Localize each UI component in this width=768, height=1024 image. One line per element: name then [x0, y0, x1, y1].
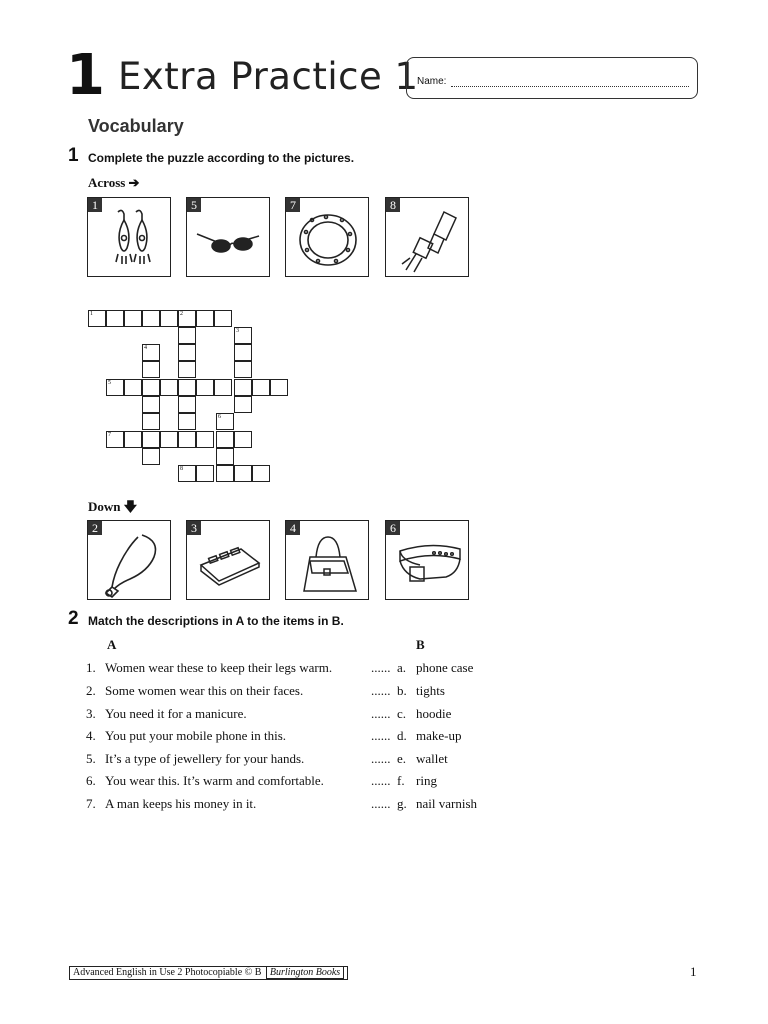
clue-number: 1 [90, 311, 93, 317]
crossword-cell[interactable] [124, 379, 142, 396]
crossword-cell[interactable] [178, 344, 196, 361]
crossword-cell[interactable] [160, 379, 178, 396]
crossword-cell[interactable] [106, 379, 124, 396]
crossword-cell[interactable] [216, 448, 234, 465]
item: hoodie [416, 706, 452, 721]
crossword-cell[interactable] [178, 465, 196, 482]
answer-blank[interactable]: ...... [371, 773, 391, 788]
answer-blank[interactable]: ...... [371, 728, 391, 743]
clue-number: 7 [108, 432, 111, 438]
row-number: 4. [86, 728, 96, 743]
crossword-cell[interactable] [234, 361, 252, 378]
crossword-cell[interactable] [106, 310, 124, 327]
clue-number: 4 [144, 345, 147, 351]
row-number: 7. [86, 796, 96, 811]
item: make-up [416, 728, 462, 743]
answer-blank[interactable]: ...... [371, 796, 391, 811]
row-number: 1. [86, 660, 96, 675]
clue-number: 8 [180, 466, 183, 472]
crossword-cell[interactable] [88, 310, 106, 327]
answer-blank[interactable]: ...... [371, 706, 391, 721]
row-number: 2. [86, 683, 96, 698]
description: It’s a type of jewellery for your hands. [105, 751, 305, 766]
exercise-2-instruction: Match the descriptions in A to the items in B. [88, 614, 344, 628]
clue-number: 6 [218, 414, 221, 420]
crossword-cell[interactable] [142, 379, 160, 396]
picture-number: 6 [386, 521, 400, 535]
row-number: 5. [86, 751, 96, 766]
item-letter: f. [397, 773, 405, 788]
description: You wear this. It’s warm and comfortable. [105, 773, 324, 788]
belt-icon [386, 521, 470, 601]
crossword-cell[interactable] [178, 413, 196, 430]
crossword-cell[interactable] [234, 431, 252, 448]
description: You need it for a manicure. [105, 706, 247, 721]
picture-bracelet [285, 197, 369, 277]
exercise-1-number: 1 [68, 145, 79, 166]
crossword-cell[interactable] [178, 379, 196, 396]
crossword-cell[interactable] [252, 465, 270, 482]
crossword-cell[interactable] [196, 310, 214, 327]
crossword-cell[interactable] [252, 379, 270, 396]
crossword-cell[interactable] [214, 310, 232, 327]
crossword-cell[interactable] [124, 310, 142, 327]
picture-number: 4 [286, 521, 300, 535]
item: tights [416, 683, 445, 698]
picture-necklace [87, 520, 171, 600]
crossword-cell[interactable] [142, 396, 160, 413]
picture-number: 5 [187, 198, 201, 212]
wallet-icon [187, 521, 271, 601]
crossword-cell[interactable] [106, 431, 124, 448]
picture-handbag [285, 520, 369, 600]
clue-number: 3 [236, 328, 239, 334]
picture-earrings [87, 197, 171, 277]
watch-icon [386, 198, 470, 278]
description: Some women wear this on their faces. [105, 683, 304, 698]
picture-number: 1 [88, 198, 102, 212]
crossword-cell[interactable] [178, 327, 196, 344]
necklace-icon [88, 521, 172, 601]
picture-number: 8 [386, 198, 400, 212]
description: You put your mobile phone in this. [105, 728, 287, 743]
exercise-1-instruction: Complete the puzzle according to the pictures. [88, 151, 355, 165]
picture-sunglasses [186, 197, 270, 277]
column-a-header: A [107, 637, 117, 652]
item-letter: d. [397, 728, 407, 743]
item: nail varnish [416, 796, 478, 811]
column-b-header: B [416, 637, 425, 652]
item-letter: a. [397, 660, 407, 675]
crossword-cell[interactable] [142, 413, 160, 430]
answer-blank[interactable]: ...... [371, 751, 391, 766]
item: ring [416, 773, 437, 788]
description: A man keeps his money in it. [105, 796, 257, 811]
crossword-cell[interactable] [234, 344, 252, 361]
crossword-cell[interactable] [160, 431, 178, 448]
crossword-cell[interactable] [216, 413, 234, 430]
item-letter: c. [397, 706, 407, 721]
item: wallet [416, 751, 448, 766]
page-number: 1 [690, 964, 697, 979]
footer-copyright [69, 966, 348, 980]
clue-number: 5 [108, 380, 111, 386]
crossword-cell[interactable] [196, 379, 214, 396]
picture-wallet [186, 520, 270, 600]
crossword-cell[interactable] [142, 361, 160, 378]
exercise-2-number: 2 [68, 608, 79, 629]
answer-blank[interactable]: ...... [371, 683, 391, 698]
handbag-icon [286, 521, 370, 601]
crossword-cell[interactable] [142, 431, 160, 448]
crossword-cell[interactable] [142, 310, 160, 327]
row-number: 3. [86, 706, 96, 721]
section-title: Vocabulary [88, 116, 184, 136]
unit-number: 1 [66, 43, 105, 108]
crossword-cell[interactable] [234, 327, 252, 344]
crossword-cell[interactable] [196, 431, 214, 448]
crossword-cell[interactable] [142, 344, 160, 361]
footer-text: Advanced English in Use 2 Photocopiable © B [73, 967, 262, 978]
picture-watch [385, 197, 469, 277]
crossword-cell[interactable] [178, 396, 196, 413]
crossword-cell[interactable] [160, 310, 178, 327]
picture-number: 3 [187, 521, 201, 535]
crossword-cell[interactable] [234, 396, 252, 413]
picture-number: 2 [88, 521, 102, 535]
page-title: Extra Practice 1 [118, 55, 419, 98]
row-number: 6. [86, 773, 96, 788]
crossword-cell[interactable] [178, 310, 196, 327]
across-label: Across ➔ [88, 175, 140, 190]
item: phone case [416, 660, 474, 675]
name-label: Name: [417, 76, 447, 87]
description: Women wear these to keep their legs warm. [105, 660, 333, 675]
crossword-cell[interactable] [178, 361, 196, 378]
crossword-cell[interactable] [216, 431, 234, 448]
publisher-name: Burlington Books [266, 966, 344, 979]
clue-number: 2 [180, 311, 183, 317]
crossword-cell[interactable] [196, 465, 214, 482]
crossword-cell[interactable] [124, 431, 142, 448]
crossword-cell[interactable] [216, 465, 234, 482]
sunglasses-icon [187, 198, 271, 278]
earrings-icon [88, 198, 172, 278]
down-label: Down 🡇 [88, 499, 138, 514]
crossword-cell[interactable] [234, 465, 252, 482]
crossword-cell[interactable] [142, 448, 160, 465]
crossword-cell[interactable] [270, 379, 288, 396]
crossword-cell[interactable] [234, 379, 252, 396]
item-letter: g. [397, 796, 407, 811]
crossword-cell[interactable] [178, 431, 196, 448]
item-letter: e. [397, 751, 407, 766]
picture-number: 7 [286, 198, 300, 212]
picture-belt [385, 520, 469, 600]
name-dotted-line [451, 86, 689, 87]
bracelet-icon [286, 198, 370, 278]
answer-blank[interactable]: ...... [371, 660, 391, 675]
name-field[interactable] [406, 57, 698, 99]
crossword-cell[interactable] [214, 379, 232, 396]
item-letter: b. [397, 683, 407, 698]
